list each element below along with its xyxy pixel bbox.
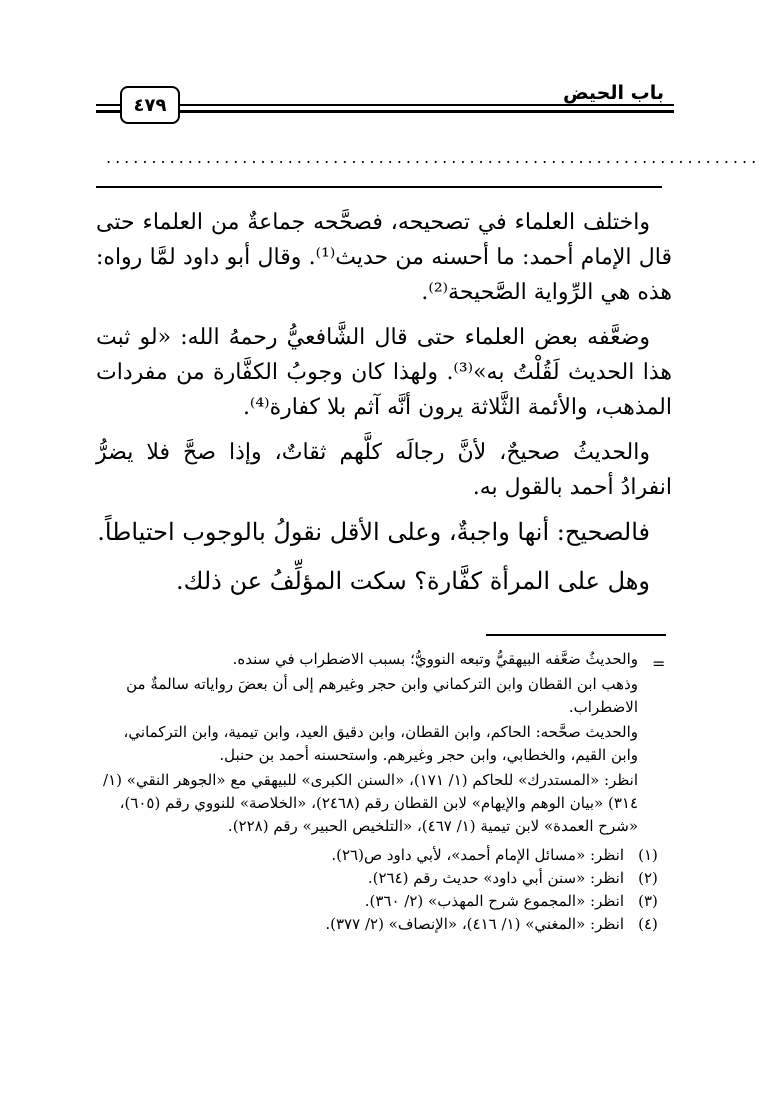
paragraph: وهل على المرأة كفَّارة؟ سكت المؤلِّفُ عن ذلك. [176, 567, 650, 595]
footnote-item [96, 890, 672, 913]
footnote-number: (٣) [638, 892, 658, 910]
commentary-dots: ........................................................................ [106, 148, 760, 167]
chapter-title: باب الحيض [563, 82, 664, 104]
paragraph: والحديثُ صحيحٌ، لأنَّ رجالَه كلَّهم ثقاتٌ، وإذا صحَّ فلا يضرُّ انفرادُ أحمد بالقول به. [96, 440, 672, 500]
footnote-number: (٢) [638, 869, 658, 887]
footnote-item [96, 844, 672, 867]
footnote-item [96, 867, 672, 890]
footnote-text: انظر: «المغني» (١/ ٤١٦)، «الإنصاف» (٢/ ٣٧٧). [325, 915, 624, 933]
footnote-number: (٤) [638, 915, 658, 933]
paragraph: وضعَّفه بعض العلماء حتى قال الشَّافعيُّ رحمهُ الله: «لو ثبت هذا الحديث لَقُلْتُ به»⁽³⁾. ولهذا كان وجوبُ الكفَّارة من مفردات المذهب، والأئمة الثَّلاثة يرون أنَّه آثم بلا كفارة⁽⁴⁾. [96, 325, 672, 420]
paragraph: فالصحيح: أنها واجبةٌ، وعلى الأقل نقولُ بالوجوب احتياطاً. [97, 518, 650, 546]
footnote-separator [486, 634, 666, 636]
footnote-continuation: والحديث صحَّحه: الحاكم، وابن القطان، وابن دقيق العيد، وابن تيمية، وابن التركماني، وابن القيم، والخطابي، وابن حجر وغيرهم. واستحسنه أحمد بن حنبل. [123, 723, 638, 764]
footnote-text: انظر: «سنن أبي داود» حديث رقم (٢٦٤). [367, 869, 624, 887]
footnotes [96, 648, 672, 936]
footnote-continuation: والحديثُ ضعَّفه البيهقيُّ وتبعه النوويُّ؛ بسبب الاضطراب في سنده. [232, 650, 638, 668]
footnote-continuation: انظر: «المستدرك» للحاكم (١/ ١٧١)، «السنن الكبرى» للبيهقي مع «الجوهر النقي» (١/ ٣١٤) «بيان الوهم والإيهام» لابن القطان رقم (٢٤٦٨)، «الخلاصة» للنووي رقم (٦٠٥)، «شرح العمدة» لابن تيمية (١/ ٤٦٧)، «التلخيص الحبير» رقم (٢٢٨). [103, 771, 638, 835]
page-number: ٤٧٩ [133, 94, 167, 116]
header-rule-bottom [96, 110, 674, 113]
section-divider [96, 186, 662, 188]
footnote-text: انظر: «المجموع شرح المهذب» (٢/ ٣٦٠). [364, 892, 624, 910]
page-number-frame [120, 86, 180, 124]
paragraph: واختلف العلماء في تصحيحه، فصحَّحه جماعةٌ من العلماء حتى قال الإمام أحمد: ما أحسنه من حديث⁽¹⁾. وقال أبو داود لمَّا رواه: هذه هي الرِّواية الصَّحيحة⁽²⁾. [96, 210, 672, 305]
footnote-text: انظر: «مسائل الإمام أحمد»، لأبي داود ص(٢٦). [331, 846, 624, 864]
continuation-marker: = [652, 654, 666, 673]
main-text [96, 205, 672, 599]
header-rule-top [96, 104, 674, 106]
footnote-continuation: وذهب ابن القطان وابن التركماني وابن حجر وغيرهم إلى أن بعضَ رواياته سالمةٌ من الاضطراب. [126, 675, 638, 716]
footnote-number: (١) [638, 846, 658, 864]
footnote-item [96, 913, 672, 936]
